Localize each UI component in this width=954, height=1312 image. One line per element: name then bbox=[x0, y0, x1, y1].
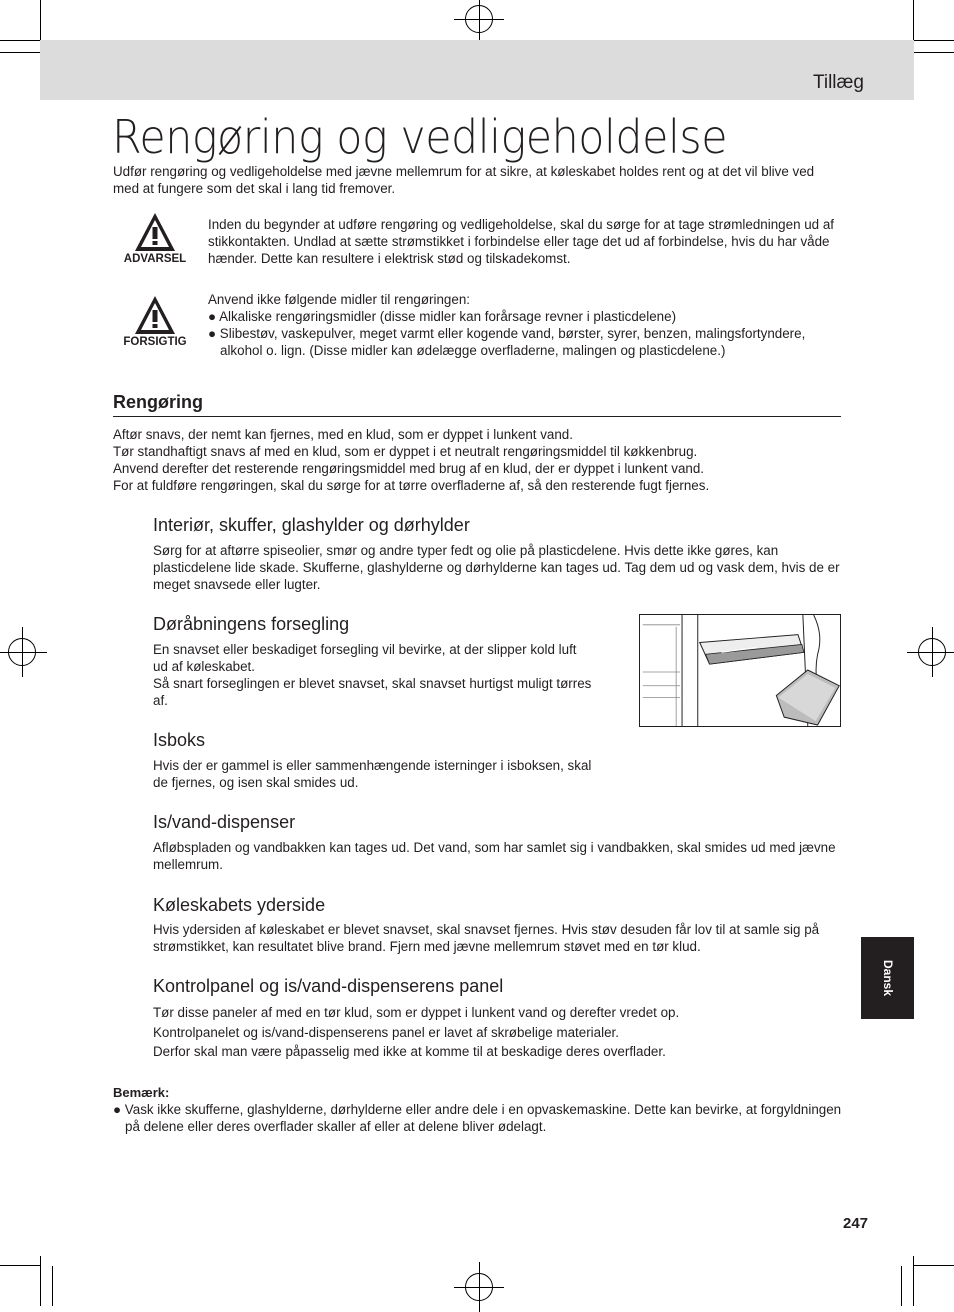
caution-bullet: ● Slibestøv, vaskepulver, meget varmt eller kogende vand, børster, syrer, benzen, malingsfortyndere, alkohol o. lign. (Disse midler kan ødelægge overfladerne, malingen og plasticdelene.) bbox=[208, 326, 806, 358]
caution-text bbox=[208, 291, 844, 359]
intro-text: Udfør rengøring og vedligeholdelse med jævne mellemrum for at sikre, at køleskabet holdes rent og at det vil blive ved med at fungere som det skal i lang tid fremover. bbox=[113, 164, 815, 196]
subsection-line: Tør disse paneler af med en tør klud, som er dyppet i lunkent vand og derefter vredet op. bbox=[153, 1005, 680, 1020]
subsection-line: Derfor skal man være påpasselig med ikke at komme til at beskadige deres overflader. bbox=[153, 1044, 666, 1059]
note-text: ● Vask ikke skufferne, glashylderne, dørhylderne eller andre dele i en opvaskemaskine. Dette kan bevirke, at forgyldningen på delene eller deres overflader skaller af eller at delene bliver ødelagt. bbox=[113, 1102, 842, 1134]
cleaning-text bbox=[113, 426, 843, 494]
page-title: Rengøring og vedligeholdelse bbox=[112, 110, 728, 164]
subsection-heading: Køleskabets yderside bbox=[153, 895, 326, 915]
cleaning-line: Anvend derefter det resterende rengøringsmiddel med brug af en klud, der er dyppet i lunkent vand. bbox=[113, 461, 705, 476]
subsection-text: Hvis der er gammel is eller sammenhængende isterninger i isboksen, skal de fjernes, og isen skal smides ud. bbox=[153, 758, 592, 790]
subsection-text: Hvis ydersiden af køleskabet er blevet snavset, skal snavset fjernes. Hvis støv desuden får lov til at samle sig på strømstikket, kan resultatet blive brand. Fjern med jævne mellemrum støvet med en tør klud. bbox=[153, 922, 820, 954]
subsection-heading: Interiør, skuffer, glashylder og dørhylder bbox=[153, 515, 470, 535]
caution-line: Anvend ikke følgende midler til rengøringen: bbox=[208, 292, 470, 307]
caution-bullet: ● Alkaliske rengøringsmidler (disse midler kan forårsage revner i plasticdelene) bbox=[208, 309, 677, 324]
section-label: Tillæg bbox=[812, 72, 864, 93]
cleaning-line: Tør standhaftigt snavs af med en klud, som er dyppet i et neutralt rengøringsmiddel til køkkenbrug. bbox=[113, 444, 698, 459]
warning-line: Inden du begynder at udføre rengøring og vedligeholdelse, skal du sørge for at tage strømledningen ud af stikkontakten. Undlad at sætte strømstikket i forbindelse eller tage det ud af forbindelse, hvis du har våde hænder. Dette kan resultere i elektrisk stød og tilskadekomst. bbox=[208, 217, 835, 266]
cleaning-line: For at fuldføre rengøringen, skal du sørge for at tørre overfladerne af, så den resterende fugt fjernes. bbox=[113, 478, 710, 493]
subsection-line: En snavset eller beskadiget forsegling vil bevirke, at der slipper kold luft ud af køleskabet. bbox=[153, 642, 577, 674]
subsection-line: Kontrolpanelet og is/vand-dispenserens panel er lavet af skrøbelige materialer. bbox=[153, 1024, 619, 1040]
page-number: 247 bbox=[843, 1215, 869, 1232]
cleaning-heading: Rengøring bbox=[113, 392, 203, 412]
cleaning-line: Aftør snavs, der nemt kan fjernes, med en klud, som er dyppet i lunkent vand. bbox=[113, 427, 573, 442]
header-band bbox=[40, 40, 914, 100]
language-tab bbox=[861, 937, 914, 1019]
subsection-text: Afløbspladen og vandbakken kan tages ud. Det vand, som har samlet sig i vandbakken, skal smides ud med jævne mellemrum. bbox=[153, 840, 836, 872]
subsection-heading: Kontrolpanel og is/vand-dispenserens panel bbox=[153, 976, 504, 996]
warning-label: ADVARSEL bbox=[123, 253, 187, 265]
door-seal-cleaning-illustration bbox=[639, 614, 841, 727]
language-tab-label: Dansk bbox=[880, 959, 895, 997]
warning-text bbox=[208, 216, 844, 267]
subsection-heading: Is/vand-dispenser bbox=[153, 812, 296, 832]
subsection-line: Så snart forseglingen er blevet snavset, skal snavset hurtigst muligt tørres af. bbox=[153, 676, 592, 708]
subsection-text bbox=[153, 1003, 843, 1062]
subsection-heading: Døråbningens forsegling bbox=[153, 614, 350, 634]
subsection-heading: Isboks bbox=[153, 730, 206, 750]
subsection-text bbox=[153, 641, 593, 709]
caution-label: FORSIGTIG bbox=[123, 336, 187, 348]
note-title: Bemærk: bbox=[113, 1085, 170, 1100]
subsection-text: Sørg for at aftørre spiseolier, smør og andre typer fedt og olie på plasticdelene. Hvis dette ikke gøres, kan plasticdelene lide skade. Skufferne, glashylderne og dørhylderne kan tages ud. Tag dem ud og vask dem, hvis de er meget snavsede eller lugter. bbox=[153, 543, 840, 592]
heading-rule bbox=[113, 416, 841, 417]
